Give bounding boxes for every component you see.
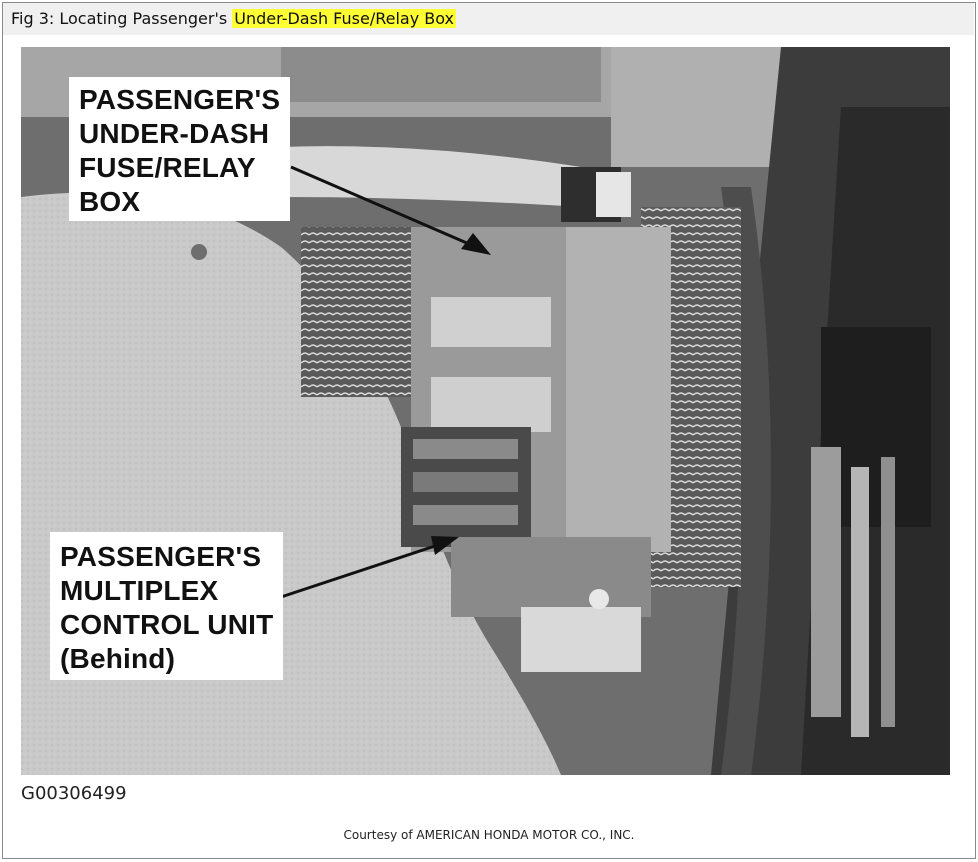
callout-line: CONTROL UNIT [60, 609, 274, 640]
callout-line: UNDER-DASH [79, 118, 270, 149]
callout-line: PASSENGER'S [60, 541, 262, 572]
callout-multiplex-control-unit [50, 532, 283, 680]
callout-fuse-relay-box [69, 77, 290, 221]
figure-title-prefix: Fig 3: Locating Passenger's [11, 9, 233, 28]
figure-title-highlight: Under-Dash Fuse/Relay Box [234, 9, 454, 28]
figure-photo [21, 47, 950, 775]
callout-line: PASSENGER'S [79, 84, 281, 115]
callout-line: (Behind) [60, 643, 176, 674]
figure-title [11, 9, 456, 28]
callout-line: MULTIPLEX [60, 575, 219, 606]
callout-line: BOX [79, 186, 141, 217]
figure-code: G00306499 [21, 783, 127, 804]
courtesy-credit: Courtesy of AMERICAN HONDA MOTOR CO., INC. [343, 828, 635, 842]
callout-line: FUSE/RELAY [79, 152, 256, 183]
